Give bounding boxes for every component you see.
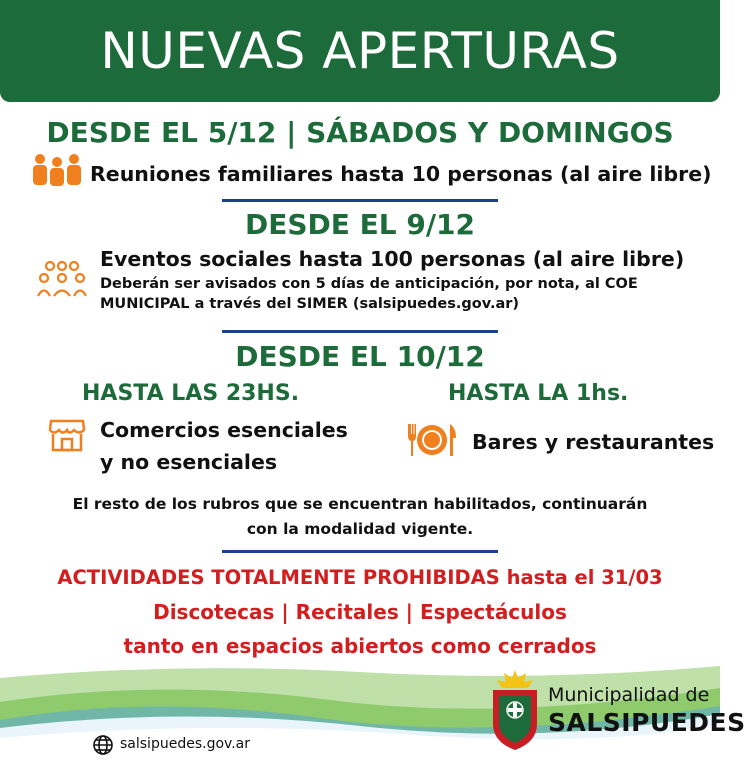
divider-2	[222, 330, 498, 333]
crowd-icon	[36, 260, 88, 300]
divider-1	[222, 199, 498, 202]
plate-cutlery-icon	[404, 422, 460, 458]
section2-note-line2: MUNICIPAL a través del SIMER (salsipuedes.gov.ar)	[100, 296, 520, 312]
section3-title: DESDE EL 10/12	[235, 340, 485, 373]
prohibited-items: Discotecas | Recitales | Espectáculos	[153, 600, 567, 624]
municipal-coat-of-arms-logo	[488, 668, 542, 752]
section3-left-line2: y no esenciales	[100, 450, 278, 474]
section1-text: Reuniones familiares hasta 10 personas (al aire libre)	[90, 162, 712, 186]
org-line2: SALSIPUEDES	[548, 708, 746, 737]
prohibited-title: ACTIVIDADES TOTALMENTE PROHIBIDAS hasta el 31/03	[57, 566, 663, 589]
globe-icon	[92, 734, 114, 756]
page-title: NUEVAS APERTURAS	[100, 22, 620, 80]
section2-text: Eventos sociales hasta 100 personas (al aire libre)	[100, 247, 685, 271]
family-group-icon	[32, 152, 82, 188]
section3-right-heading: HASTA LA 1hs.	[448, 381, 629, 406]
website-link[interactable]: salsipuedes.gov.ar	[120, 736, 250, 752]
org-line1: Municipalidad de	[548, 684, 710, 706]
section3-right-text: Bares y restaurantes	[472, 430, 715, 454]
section1-title: DESDE EL 5/12 | SÁBADOS Y DOMINGOS	[46, 116, 674, 149]
section2-note-line1: Deberán ser avisados con 5 días de anticipación, por nota, al COE	[100, 276, 638, 292]
divider-3	[222, 550, 498, 553]
storefront-icon	[48, 418, 86, 452]
prohibited-scope: tanto en espacios abiertos como cerrados	[123, 634, 597, 658]
section3-left-line1: Comercios esenciales	[100, 418, 348, 442]
rest-line2: con la modalidad vigente.	[246, 520, 474, 538]
section3-left-heading: HASTA LAS 23HS.	[82, 381, 300, 406]
section2-title: DESDE EL 9/12	[244, 208, 476, 241]
rest-line1: El resto de los rubros que se encuentran habilitados, continuarán	[72, 495, 648, 513]
